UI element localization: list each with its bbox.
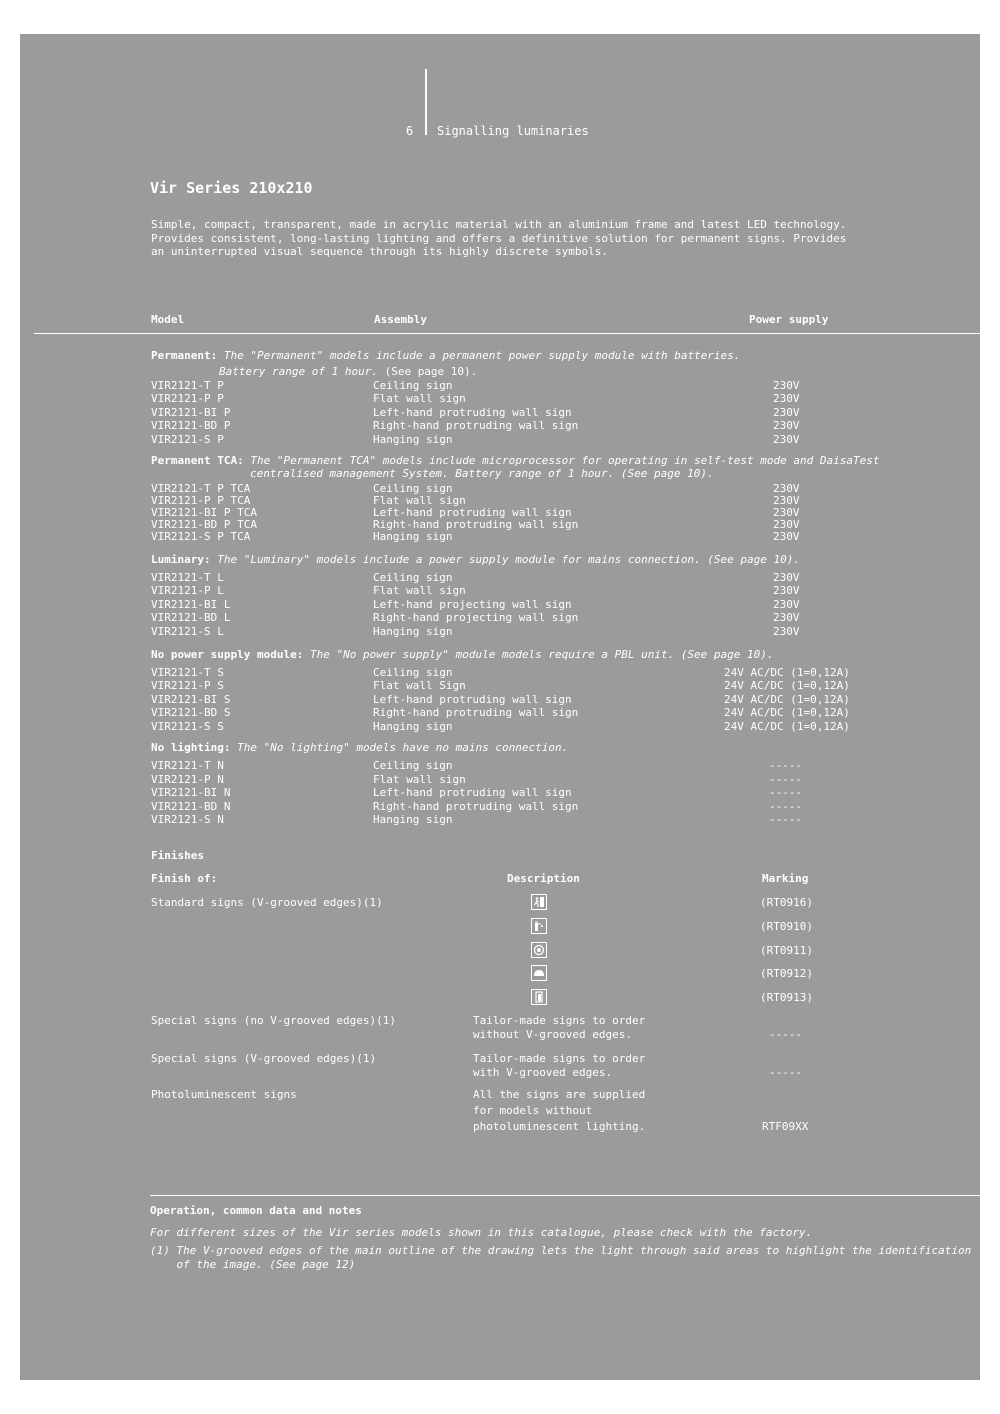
model-cell: VIR2121-P L xyxy=(151,584,224,598)
column-header-power: Power supply xyxy=(749,313,829,326)
group-note: The "No power supply" module models require a PBL unit. (See page 10). xyxy=(309,647,774,661)
special-no-v-marking: ----- xyxy=(769,1027,803,1041)
photoluminescent-marking: RTF09XX xyxy=(762,1120,809,1133)
special-v-label: Special signs (V-grooved edges)(1) xyxy=(151,1052,377,1065)
notes-line-2: (1) The V-grooved edges of the main outline of the drawing lets the light through said areas to highlight the identification xyxy=(150,1244,972,1257)
power-cell: ----- xyxy=(769,799,803,813)
page-number: 6 xyxy=(406,124,414,138)
power-cell: 230V xyxy=(773,392,800,405)
table-row xyxy=(151,433,911,447)
assembly-cell: Hanging sign xyxy=(373,719,453,733)
marking-rt0912: (RT0912) xyxy=(760,967,813,980)
assembly-cell: Ceiling sign xyxy=(373,570,453,584)
group-note-plain: (See page 10). xyxy=(377,365,478,378)
assembly-cell: Left-hand protruding wall sign xyxy=(373,692,572,706)
assembly-cell: Flat wall sign xyxy=(373,494,466,507)
table-row xyxy=(151,406,911,420)
model-cell: VIR2121-P N xyxy=(151,772,224,786)
group-no-power-note xyxy=(151,648,774,662)
group-label: Permanent TCA: xyxy=(151,454,244,467)
assembly-cell: Ceiling sign xyxy=(373,759,453,772)
table-row xyxy=(151,611,911,625)
table-row xyxy=(151,379,911,393)
standard-signs-label: Standard signs (V-grooved edges)(1) xyxy=(151,896,383,909)
marking-rt0910: (RT0910) xyxy=(760,920,813,933)
model-cell: VIR2121-BI N xyxy=(151,786,231,800)
assembly-cell: Ceiling sign xyxy=(373,665,453,679)
model-cell: VIR2121-BI P xyxy=(151,405,231,419)
group-label: Permanent: xyxy=(151,349,218,362)
special-no-v-desc-2: without V-grooved edges. xyxy=(473,1027,632,1041)
power-cell: 230V xyxy=(773,405,800,419)
model-cell: VIR2121-BD S xyxy=(151,706,231,720)
model-cell: VIR2121-P P xyxy=(151,392,224,405)
notes-rule xyxy=(150,1195,980,1196)
column-header-model: Model xyxy=(151,313,185,326)
header-rule xyxy=(34,333,980,334)
notes-line-3: of the image. (See page 12) xyxy=(150,1257,356,1271)
power-cell: 230V xyxy=(773,432,800,446)
assembly-cell: Flat wall sign xyxy=(373,772,466,786)
model-cell: VIR2121-BD L xyxy=(151,611,231,625)
assembly-cell: Hanging sign xyxy=(373,813,453,827)
fire-hose-icon xyxy=(531,989,547,1005)
assembly-cell: Hanging sign xyxy=(373,624,453,638)
assembly-cell: Hanging sign xyxy=(373,432,453,446)
special-v-desc-1: Tailor-made signs to order xyxy=(473,1052,646,1065)
power-cell: 230V xyxy=(773,624,800,638)
power-cell: ----- xyxy=(769,772,803,786)
table-row xyxy=(151,419,911,433)
assembly-cell: Left-hand projecting wall sign xyxy=(373,597,572,611)
power-cell: ----- xyxy=(769,813,803,827)
model-cell: VIR2121-S P TCA xyxy=(151,530,251,543)
assembly-cell: Left-hand protruding wall sign xyxy=(373,405,572,419)
marking-rt0911: (RT0911) xyxy=(760,944,813,957)
table-row xyxy=(151,786,911,800)
assembly-cell: Right-hand protruding wall sign xyxy=(373,518,579,531)
assembly-cell: Flat wall sign xyxy=(373,584,466,598)
power-cell: 24V AC/DC (1=0,12A) xyxy=(724,719,850,733)
group-permanent-note xyxy=(151,349,740,363)
header-divider xyxy=(425,69,427,135)
table-row xyxy=(151,584,911,598)
table-row xyxy=(151,679,911,693)
assembly-cell: Right-hand protruding wall sign xyxy=(373,419,579,433)
finishes-col-finish: Finish of: xyxy=(151,872,218,885)
marking-rt0916: (RT0916) xyxy=(760,896,813,909)
photoluminescent-desc-1: All the signs are supplied xyxy=(473,1088,646,1101)
power-cell: 24V AC/DC (1=0,12A) xyxy=(724,679,850,693)
marking-rt0913: (RT0913) xyxy=(760,991,813,1004)
table-row xyxy=(151,666,911,680)
group-luminary-note xyxy=(151,553,800,567)
group-no-lighting-note xyxy=(151,741,568,755)
power-cell: 24V AC/DC (1=0,12A) xyxy=(724,706,850,720)
assembly-cell: Right-hand protruding wall sign xyxy=(373,706,579,720)
power-cell: 230V xyxy=(773,419,800,433)
power-cell: 230V xyxy=(773,482,800,495)
model-cell: VIR2121-T P xyxy=(151,378,224,392)
photoluminescent-desc-3: photoluminescent lighting. xyxy=(473,1120,646,1133)
power-cell: 230V xyxy=(773,518,800,531)
group-note: The "No lighting" models have no mains connection. xyxy=(237,741,569,754)
group-label: Luminary: xyxy=(151,553,211,566)
table-row xyxy=(151,625,911,639)
group-note: The "Permanent TCA" models include microprocessor for operating in self-test mode and DaisaTest xyxy=(250,454,880,467)
section-title: Signalling luminaries xyxy=(437,124,589,138)
table-row xyxy=(151,598,911,612)
photoluminescent-label: Photoluminescent signs xyxy=(151,1088,297,1101)
table-row xyxy=(151,759,911,773)
assembly-cell: Flat wall Sign xyxy=(373,679,466,693)
power-cell: 24V AC/DC (1=0,12A) xyxy=(724,665,850,679)
table-row xyxy=(151,813,911,827)
table-row xyxy=(151,693,911,707)
group-note: The "Permanent" models include a permanent power supply module with batteries. xyxy=(223,349,741,362)
assembly-cell: Left-hand protruding wall sign xyxy=(373,506,572,519)
group-note-italic: Battery range of 1 hour. xyxy=(219,365,378,378)
special-no-v-desc-1: Tailor-made signs to order xyxy=(473,1014,646,1027)
special-v-marking: ----- xyxy=(769,1065,803,1079)
group-note: The "Luminary" models include a power supply module for mains connection. (See page 10). xyxy=(217,553,801,566)
model-cell: VIR2121-T P TCA xyxy=(151,482,251,495)
model-cell: VIR2121-P P TCA xyxy=(151,494,251,507)
assembly-cell: Flat wall sign xyxy=(373,392,466,405)
model-cell: VIR2121-S L xyxy=(151,624,224,638)
table-row xyxy=(151,571,911,585)
power-cell: 230V xyxy=(773,506,800,519)
finishes-col-description: Description xyxy=(507,872,580,885)
table-row xyxy=(151,531,911,543)
notes-line-1: For different sizes of the Vir series models shown in this catalogue, please check with the factory. xyxy=(150,1226,813,1239)
model-cell: VIR2121-T L xyxy=(151,570,224,584)
model-cell: VIR2121-T N xyxy=(151,759,224,772)
model-cell: VIR2121-S N xyxy=(151,813,224,827)
photoluminescent-desc-2: for models without xyxy=(473,1104,593,1117)
power-cell: 230V xyxy=(773,494,800,507)
table-row xyxy=(151,800,911,814)
assembly-cell: Ceiling sign xyxy=(373,482,453,495)
power-cell: ----- xyxy=(769,786,803,800)
column-header-assembly: Assembly xyxy=(374,313,427,326)
power-cell: 230V xyxy=(773,378,800,392)
fire-bell-icon xyxy=(531,965,547,981)
model-cell: VIR2121-BD P TCA xyxy=(151,518,257,531)
power-cell: 230V xyxy=(773,611,800,625)
model-cell: VIR2121-S P xyxy=(151,432,224,446)
power-cell: 230V xyxy=(773,584,800,598)
running-man-exit-icon xyxy=(531,894,547,910)
assembly-cell: Hanging sign xyxy=(373,530,453,543)
group-permanent-note-2 xyxy=(219,365,477,379)
special-no-v-label: Special signs (no V-grooved edges)(1) xyxy=(151,1014,397,1027)
power-cell: 230V xyxy=(773,530,800,543)
notes-title: Operation, common data and notes xyxy=(150,1204,362,1217)
table-row xyxy=(151,706,911,720)
finishes-title: Finishes xyxy=(151,849,204,862)
model-cell: VIR2121-BI L xyxy=(151,597,231,611)
group-permanent-tca-note-2: centralised management System. Battery range of 1 hour. (See page 10). xyxy=(250,466,714,480)
intro-line-1: Simple, compact, transparent, made in acrylic material with an aluminium frame and latest LED technology. xyxy=(151,218,847,231)
intro-line-3: an uninterrupted visual sequence through its highly discrete symbols. xyxy=(151,245,608,259)
fire-alarm-button-icon xyxy=(531,942,547,958)
model-cell: VIR2121-BD N xyxy=(151,799,231,813)
table-row xyxy=(151,392,911,406)
model-cell: VIR2121-BI S xyxy=(151,692,231,706)
group-label: No power supply module: xyxy=(151,647,304,661)
model-cell: VIR2121-T S xyxy=(151,665,224,679)
model-cell: VIR2121-S S xyxy=(151,719,224,733)
assembly-cell: Right-hand projecting wall sign xyxy=(373,611,579,625)
model-cell: VIR2121-P S xyxy=(151,679,224,693)
table-row xyxy=(151,720,911,734)
finishes-col-marking: Marking xyxy=(762,872,809,885)
model-cell: VIR2121-BI P TCA xyxy=(151,506,257,519)
fire-extinguisher-icon xyxy=(531,918,547,934)
table-row xyxy=(151,773,911,787)
page-title: Vir Series 210x210 xyxy=(150,179,313,197)
power-cell: 24V AC/DC (1=0,12A) xyxy=(724,692,850,706)
assembly-cell: Right-hand protruding wall sign xyxy=(373,799,579,813)
assembly-cell: Left-hand protruding wall sign xyxy=(373,786,572,800)
power-cell: 230V xyxy=(773,570,800,584)
power-cell: 230V xyxy=(773,597,800,611)
intro-line-2: Provides consistent, long-lasting lighting and offers a definitive solution for permanent signs. Provides xyxy=(151,231,847,245)
model-cell: VIR2121-BD P xyxy=(151,419,231,433)
special-v-desc-2: with V-grooved edges. xyxy=(473,1065,613,1079)
group-label: No lighting: xyxy=(151,741,231,754)
power-cell: ----- xyxy=(769,759,803,772)
assembly-cell: Ceiling sign xyxy=(373,378,453,392)
